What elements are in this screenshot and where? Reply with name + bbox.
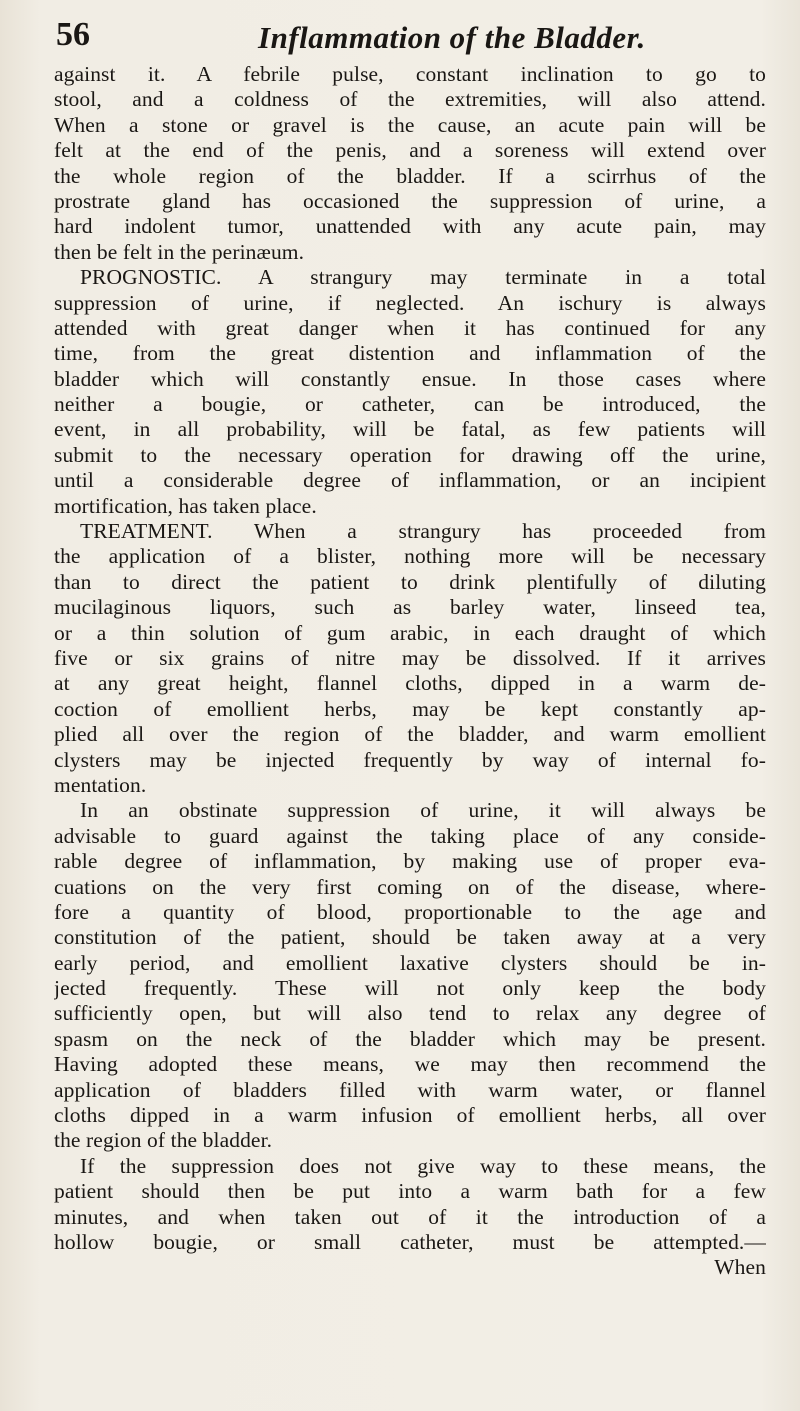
text-line: fore a quantity of blood, proportionable to the age and <box>54 899 766 924</box>
text-line: time, from the great distention and inflammation of the <box>54 341 766 366</box>
text-line: felt at the end of the penis, and a soreness will extend over <box>54 138 766 163</box>
text-line: at any great height, flannel cloths, dipped in a warm de- <box>54 671 766 696</box>
text-line: attended with great danger when it has continued for any <box>54 315 766 340</box>
text-line: constitution of the patient, should be taken away at a very <box>54 925 766 950</box>
text-line: the application of a blister, nothing more will be necessary <box>54 544 766 569</box>
text-line: patient should then be put into a warm bath for a few <box>54 1179 766 1204</box>
text-line: event, in all probability, will be fatal, as few patients will <box>54 417 766 442</box>
text-line: clysters may be injected frequently by way of internal fo- <box>54 747 766 772</box>
text-line: coction of emollient herbs, may be kept constantly ap- <box>54 696 766 721</box>
text-line: the region of the bladder. <box>54 1128 273 1153</box>
text-line: neither a bougie, or catheter, can be introduced, the <box>54 392 766 417</box>
text-line: stool, and a coldness of the extremities, will also attend. <box>54 87 766 112</box>
text-line: early period, and emollient laxative clysters should be in- <box>54 950 766 975</box>
text-line: than to direct the patient to drink plentifully of diluting <box>54 569 766 594</box>
text-line: or a thin solution of gum arabic, in each draught of which <box>54 620 766 645</box>
text-line: mortification, has taken place. <box>54 493 317 518</box>
text-line: until a considerable degree of inflammation, or an incipient <box>54 468 766 493</box>
text-line: hollow bougie, or small catheter, must be attempted.— <box>54 1229 766 1254</box>
text-line: five or six grains of nitre may be dissolved. If it arrives <box>54 645 766 670</box>
text-line: PROGNOSTIC. A strangury may terminate in a total <box>80 265 766 290</box>
text-line: In an obstinate suppression of urine, it will always be <box>80 798 766 823</box>
text-line: suppression of urine, if neglected. An ischury is always <box>54 290 766 315</box>
text-line: rable degree of inflammation, by making use of proper eva- <box>54 849 766 874</box>
text-line: When a stone or gravel is the cause, an acute pain will be <box>54 112 766 137</box>
text-line: mentation. <box>54 772 147 797</box>
text-line: mucilaginous liquors, such as barley water, linseed tea, <box>54 595 766 620</box>
text-line: cloths dipped in a warm infusion of emollient herbs, all over <box>54 1103 766 1128</box>
text-line: If the suppression does not give way to these means, the <box>80 1153 766 1178</box>
text-line: advisable to guard against the taking place of any conside- <box>54 823 766 848</box>
text-line: then be felt in the perinæum. <box>54 239 305 264</box>
text-line: plied all over the region of the bladder, and warm emollient <box>54 722 766 747</box>
text-line: minutes, and when taken out of it the introduction of a <box>54 1204 766 1229</box>
text-line: When <box>714 1255 766 1280</box>
body-text <box>54 62 766 1281</box>
page-header <box>36 10 776 60</box>
text-line: application of bladders filled with warm water, or flannel <box>54 1077 766 1102</box>
text-line: cuations on the very first coming on of the disease, where- <box>54 874 766 899</box>
text-line: against it. A febrile pulse, constant inclination to go to <box>54 62 766 86</box>
text-line: hard indolent tumor, unattended with any acute pain, may <box>54 214 766 239</box>
text-line: sufficiently open, but will also tend to relax any degree of <box>54 1001 766 1026</box>
running-title: Inflammation of the Bladder. <box>258 20 646 55</box>
text-line: TREATMENT. When a strangury has proceeded from <box>80 519 766 544</box>
text-line: spasm on the neck of the bladder which may be present. <box>54 1026 766 1051</box>
text-line: Having adopted these means, we may then recommend the <box>54 1052 766 1077</box>
page-number: 56 <box>56 16 90 53</box>
text-line: the whole region of the bladder. If a scirrhus of the <box>54 163 766 188</box>
text-line: prostrate gland has occasioned the suppression of urine, a <box>54 188 766 213</box>
text-line: jected frequently. These will not only keep the body <box>54 976 766 1001</box>
text-line: bladder which will constantly ensue. In those cases where <box>54 366 766 391</box>
text-line: submit to the necessary operation for drawing off the urine, <box>54 442 766 467</box>
